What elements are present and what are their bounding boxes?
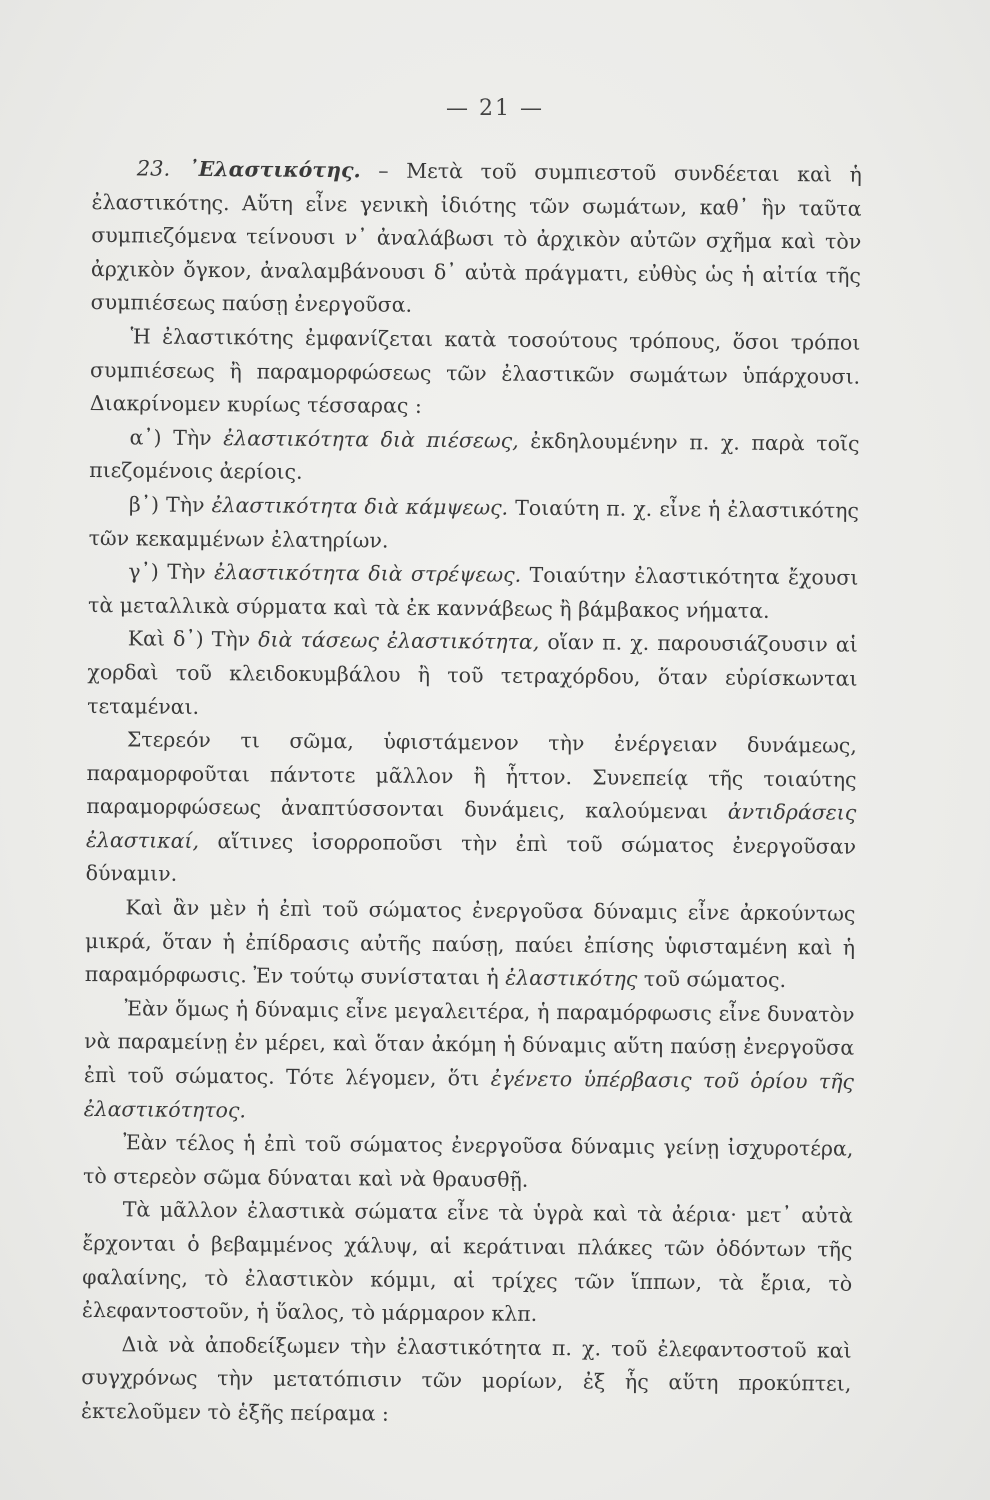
paragraph (89, 421, 860, 495)
italic-run: ἐλαστικότητα διὰ πιέσεως, (223, 425, 519, 453)
text-run: α᾽) Τὴν (129, 425, 224, 450)
text-run: οἵαν π. χ. παρουσιάζουσιν αἱ χορδαὶ τοῦ κλειδοκυμβάλου ἢ τοῦ τετραχόρδου, ὅταν εὑρίσκωνται τεταμέναι. (87, 630, 858, 719)
body-text (81, 152, 862, 1435)
paragraph (85, 891, 856, 998)
paragraph (86, 723, 857, 898)
section-number: 23. (136, 156, 171, 181)
text-run: αἵτινες ἰσορροποῦσι τὴν ἐπὶ τοῦ σώματος ἐνεργοῦσαν δύναμιν. (85, 828, 857, 887)
page-number: — 21 — (446, 96, 544, 121)
text-run: Ἡ ἐλαστικότης ἐμφανίζεται κατὰ τοσούτους τρόπους, ὅσοι τρόποι συμπιέσεως ἢ παραμορφώσεως τῶν ἐλαστικῶν σωμάτων ὑπάρχουσι. Διακρίνομεν κυρίως τέσσαρας : (89, 324, 861, 419)
text-run: Ἐὰν ὅμως ἡ δύναμις εἶνε μεγαλειτέρα, ἡ παραμόρφωσις εἶνε δυνατὸν νὰ παραμείνῃ ἐν μέρει, καὶ ὅταν ἀκόμη ἡ δύναμις αὕτη παύσῃ ἐνεργοῦσα ἐπὶ τοῦ σώματος. Τότε λέγομεν, ὅτι (83, 996, 855, 1091)
text-run: Στερεόν τι σῶμα, ὑφιστάμενον τὴν ἐνέργειαν δυνάμεως, παραμορφοῦται πάντοτε μᾶλλον ἢ ἧττον. Συνεπείᾳ τῆς τοιαύτης παραμορφώσεως ἀναπτύσσονται δυνάμεις, καλούμεναι (86, 727, 857, 824)
text-run: Καὶ ἂν μὲν ἡ ἐπὶ τοῦ σώματος ἐνεργοῦσα δύναμις εἶνε ἀρκούντως μικρά, ὅταν ἡ ἐπίδρασις αὐτῆς παύσῃ, παύει ἐπίσης ὑφισταμένη καὶ ἡ παραμόρφωσις. Ἐν τούτῳ συνίσταται ἡ (84, 895, 856, 990)
text-run: Τοιαύτη π. χ. εἶνε ἡ ἐλαστικότης τῶν κεκαμμένων ἐλατηρίων. (88, 495, 860, 553)
italic-run: ἐλαστικότητα διὰ κάμψεως. (211, 492, 509, 520)
paragraph (82, 1193, 853, 1334)
text-run: Διὰ νὰ ἀποδείξωμεν τὴν ἐλαστικότητα π. χ. τοῦ ἐλεφαντοστοῦ καὶ συγχρόνως τὴν μετατόπισιν τῶν μορίων, ἐξ ἧς αὕτη προκύπτει, ἐκτελοῦμεν τὸ ἑξῆς πείραμα : (80, 1332, 852, 1426)
section-title: ᾽Ελαστικότης. (170, 156, 361, 183)
italic-run: διὰ τάσεως ἐλαστικότητα, (258, 627, 540, 655)
text-run: τοῦ σώματος. (637, 967, 787, 993)
text-run: Τοιαύτην ἐλαστικότητα ἔχουσι τὰ μεταλλικὰ σύρματα καὶ τὰ ἐκ καννάβεως ἢ βάμβακος νήματα. (87, 562, 859, 623)
paragraph (91, 152, 862, 327)
paragraph (81, 1328, 852, 1435)
text-run: Τὰ μᾶλλον ἐλαστικὰ σώματα εἶνε τὰ ὑγρὰ καὶ τὰ ἀέρια· μετ᾽ αὐτὰ ἔρχονται ὁ βεβαμμένος χάλυψ, αἱ κεράτιναι πλάκες τῶν ὀδόντων τῆς φαλαίνης, τὸ ἐλαστικὸν κόμμι, αἱ τρίχες τῶν ἵππων, τὰ ἔρια, τὸ ἐλεφαντοστοῦν, ἡ ὕαλος, τὸ μάρμαρον κλπ. (81, 1197, 853, 1327)
italic-run: ἐλαστικότης (505, 965, 638, 992)
italic-run: ἐγένετο ὑπέρβασις τοῦ ὁρίου τῆς ἐλαστικότητος. (83, 1066, 855, 1123)
paragraph (88, 555, 859, 629)
text-run: Καὶ δ᾽) Τὴν (127, 626, 259, 652)
paragraph (87, 622, 858, 729)
italic-run: ἐλαστικότητα διὰ στρέψεως. (214, 560, 522, 587)
text-run: β᾽) Τὴν (128, 492, 212, 517)
paragraph (83, 992, 854, 1133)
paragraph (83, 1126, 854, 1200)
text-run: – Μετὰ τοῦ συμπιεστοῦ συνδέεται καὶ ἡ ἐλαστικότης. Αὕτη εἶνε γενικὴ ἰδιότης τῶν σωμάτων, καθ᾽ ἣν ταῦτα συμπιεζόμενα τείνουσι ν᾽ ἀναλάβωσι τὸ ἀρχικὸν αὐτῶν σχῆμα καὶ τὸν ἀρχικὸν ὄγκον, ἀναλαμβάνουσι δ᾽ αὐτὰ πράγματι, εὐθὺς ὡς ἡ αἰτία τῆς συμπιέσεως παύσῃ ἐνεργοῦσα. (90, 158, 862, 318)
paragraph (88, 488, 859, 562)
text-run: Ἐὰν τέλος ἡ ἐπὶ τοῦ σώματος ἐνεργοῦσα δύναμις γείνῃ ἰσχυροτέρα, τὸ στερεὸν σῶμα δύναται καὶ νὰ θραυσθῇ. (82, 1130, 854, 1192)
italic-run: ἀντιδράσεις ἐλαστικαί, (85, 799, 857, 853)
text-run: γ᾽) Τὴν (128, 559, 215, 585)
paragraph (90, 320, 861, 427)
text-run: ἐκδηλουμένην π. χ. παρὰ τοῖς πιεζομένοις ἀερίοις. (89, 428, 860, 485)
